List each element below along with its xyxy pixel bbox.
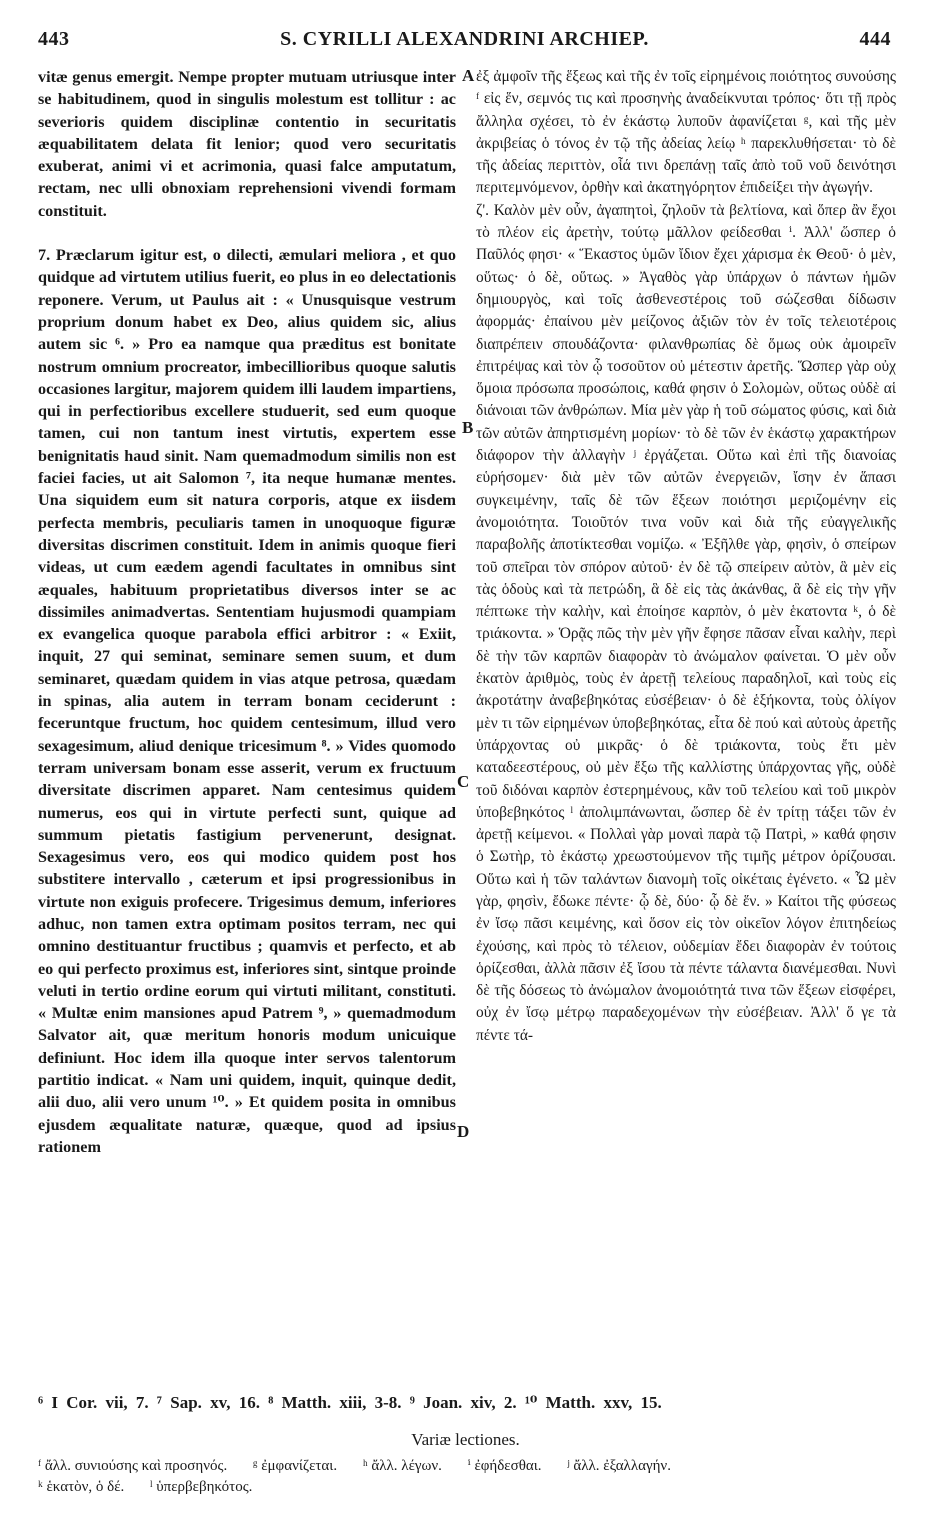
variant-reading: ᶠ ἄλλ. συνιούσης καὶ προσηνός. [38,1458,228,1474]
variant-reading: ⁱ ἐφήδεσθαι. [467,1458,542,1474]
page-header [38,28,891,58]
latin-column [38,66,456,1158]
margin-marker-a: A [462,66,475,85]
variant-reading: ᵍ ἐμφανίζεται. [252,1458,338,1474]
greek-paragraph-2: ζ'. Καλὸν μὲν οὖν, ἀγαπητοὶ, ζηλοῦν τὰ βελτίονα, καὶ ὅπερ ἂν ἔχοι τὸ πλέον εἰς ἀρετὴν, τούτῳ μᾶλλον φείδεσθαι ⁱ. Ἀλλ' ὥσπερ ὁ Παῦλός φησι· « Ἕκαστος ὑμῶν ἴδιον ἔχει χάρισμα ἐκ Θεοῦ· ὁ μὲν, οὕτως· ὁ δὲ, οὕτως. » Ἀγαθὸς γὰρ ὑπάρχων ὁ πάντων ἡμῶν δημιουργὸς, καὶ τοῖς ἀσθενεστέροις τοῦ σώζεσθαι δίδωσιν ἀφορμάς· ἐπαίνου μὲν μείζονος ἀξιῶν τὸν ἐν τοῖς τελειοτέροις διαπρέπειν σπουδάζοντα· φιλανθρωπίας δὲ ὅμως οὐκ ἀμοιρεῖν ἐπιτρέψας καὶ τὸν ᾧ τοσοῦτον οὐ μέτεστιν ἀρετῆς. Ὥσπερ γὰρ οὐχ ὅμοια πρόσωπα προσώποις, καθά φησιν ὁ Σολομὼν, οὕτως οὐδὲ αἱ διάνοιαι τῶν ἀνθρώπων. Μία μὲν γὰρ ἡ τοῦ σώματος φύσις, καὶ διὰ τῶν αὐτῶν ἀπηρτισμένη μορίων· τὸ δὲ τῶν ἐν ἑκάστῳ χαρακτήρων διάφορον τὴν ἀλλαγὴν ʲ ἐργάζεται. Οὕτω καὶ ἐπὶ τῆς διανοίας εὑρήσομεν· διὰ μὲν τῶν αὐτῶν ἐνεργειῶν, ἴσην ἐν ἅπασι συγκειμένην, ταῖς δὲ τῶν ἕξεων ποιότησι μεριζομένην εἰς ἀνομοιότητα. Τοιοῦτόν τινα νοῦν καὶ διὰ τῆς εὐαγγελικῆς παραβολῆς ἀποτίκτεσθαι νομίζω. « Ἐξῆλθε γὰρ, φησὶν, ὁ σπείρων τοῦ σπεῖραι τὸν σπόρον αὐτοῦ· ἐν δὲ τῷ σπείρειν αὐτὸν, ἃ μὲν εἰς τὰς ὁδοὺς καὶ τὰ πετρώδη, ἃ δὲ εἰς τὰς ἀκάνθας, ἃ δὲ εἰς τὴν γῆν πέπτωκε τὴν καλὴν, καὶ ἐποίησε καρπὸν, ὁ μὲν ἑκατοντα ᵏ, ὁ δὲ τριάκοντα. » Ὁρᾷς πῶς τὴν μὲν γῆν ἔφησε πᾶσαν εἶναι καλὴν, περὶ δὲ τὴν τῶν καρπῶν διαφορὰν τὸ ἀνώμαλον φαίνεται. Ὁ μὲν οὖν ἑκατὸν ἀριθμὸς, τοὺς ἐν ἀρετῇ τελείους παραδηλοῖ, καὶ τοὺς εἰς ἀκροτάτην ἀναβεβηκότας εὐσέβειαν· ὁ δὲ ἑξήκοντα, τοὺς ὀλίγον μὲν τι τῶν εἰρημένων ὑποβεβηκότας, εἶτα δὲ πού καὶ αὐτοὺς ἀρετῆς ὑπάρχοντας οὐ μικρᾶς· ὁ δὲ τριάκοντα, τοὺς ἔτι μὲν καταδεεστέρους, οὐ μὲν ἔξω τῆς καλλίστης ὑπάρχοντας γῆς, οὐδὲ τοῦ διδόναι καρπὸν ἐστερημένους, κἂν τοῦ τελείου καὶ τοῦ μικρὸν ὑποβεβηκότος ˡ ἀπολιμπάνωνται, ὥσπερ δὲ ἐν τρίτῃ τάξει τῶν ἐν ἀρετῇ κείμενοι. « Πολλαὶ γὰρ μοναὶ παρὰ τῷ Πατρὶ, » καθά φησιν ὁ Σωτὴρ, τὸ ἑκάστῳ χρεωστούμενον τῆς τιμῆς μέτρον ὁρίζουσαι. Οὕτω καὶ ἡ τῶν ταλάντων διανομὴ τοῖς οἰκέταις ἐγένετο. « Ὧ μὲν γὰρ, φησὶν, ἔδωκε πέντε· ᾧ δὲ, δύο· ᾧ δὲ ἕν. » Καίτοι τῆς φύσεως ἐν ἴσῳ πᾶσι κειμένης, καὶ ὅσον εἰς τὸν οἰκεῖον λόγον ἐπιτηδείως ἐχούσης, καὶ πρὸς τὸ τέλειον, οὐδεμίαν ἔδει διαφορὰν ἐν τούτοις ὁρίζεσθαι, ἀλλὰ πᾶσιν ἐξ ἴσου τὰ πέντε τάλαντα διανέμεσθαι. Νυνὶ δὲ τῆς δόσεως τὸ ἀνώμαλον ἀνομοιότητά τινα τῶν ἕξεων εἰσφέρει, οὐχ ἐν ἴσῳ μέτρῳ παραδεχομένων τὴν εὐσέβειαν. Ἀλλ' ὅ γε τὰ πέντε τά- [476,201,896,1044]
variae-lectiones-heading: Variæ lectiones. [411,1430,520,1449]
margin-marker-d: D [457,1122,470,1141]
latin-paragraph-1: vitæ genus emergit. Nempe propter mutuam utriusque inter se habitudinem, quod in singulis molestum est tollitur : ac severioris quidem disciplinæ contentio in securitatis æquabilitatem delata fit lenior; quod vero securitatis exuberat, animi vi et acrimonia, quasi falce amputatum, rectam, nec ulli obnoxiam reprehensioni vivendi formam constituit. [38,68,456,220]
variant-reading: ʲ ἄλλ. ἐξαλλαγήν. [567,1458,671,1474]
page-number-right: 444 [859,28,891,50]
variant-reading: ʰ ἄλλ. λέγων. [362,1458,442,1474]
variant-reading: ᵏ ἑκατὸν, ὁ δέ. [38,1479,125,1495]
page-number-left: 443 [38,28,70,50]
margin-marker-b: B [462,418,474,437]
running-title: S. CYRILLI ALEXANDRINI ARCHIEP. [280,28,649,50]
variae-lectiones-list [38,1456,891,1498]
greek-column [476,66,896,1047]
greek-paragraph-1: ἐξ ἀμφοῖν τῆς ἕξεως καὶ τῆς ἐν τοῖς εἰρημένοις ποιότητος συνούσης ᶠ εἰς ἕν, σεμνός τις καὶ προσηνὴς ἀναδείκνυται τρόπος· ὅτι τῇ πρὸς ἄλληλα σχέσει, τὸ ἐν ἑκάστῳ λυποῦν ἀφανίζεται ᵍ, καὶ τῆς μὲν ἀκριβείας ὁ τόνος ἐν τῷ τῆς ἀδείας λείῳ ʰ παρεκλυθήσεται· τὸ δὲ τῆς ἀδείας περιττὸν, οἷά τινι δρεπάνῃ ταῖς ἀπὸ τοῦ νοῦ δεινότησι περιτεμνόμενον, ὀρθὴν καὶ ἀκατηγόρητον ἐπιδείξει τὴν ἀγωγήν. [476,68,896,197]
margin-marker-c: C [457,772,470,791]
footnotes: ⁶ I Cor. vii, 7. ⁷ Sap. xv, 16. ⁸ Matth. xiii, 3-8. ⁹ Joan. xiv, 2. ¹⁰ Matth. xxv, 15. [38,1393,662,1412]
variant-reading: ˡ ὑπερβεβηκότος. [150,1479,253,1495]
latin-paragraph-2: 7. Præclarum igitur est, o dilecti, æmulari meliora , et quo quidque ad virtutem utilius fuerit, eo plus in eo delectationis reponere. Verum, ut Paulus ait : « Unusquisque vestrum proprium donum habet ex Deo, alius quidem sic, alius autem sic ⁶. » Pro ea namque qua præditus est bonitate nostrum omnium procreator, imbecillioribus quoque salutis occasiones largitur, majorem quidem illi laudem impartiens, qui in perfectioribus excellere studuerit, sed eum quoque tamen, cui non tantum inest virtutis, expertem esse benignitatis haud sinit. Nam quemadmodum similis non est faciei facies, ut ait Salomon ⁷, ita neque humanæ mentes. Una siquidem eum sit natura corporis, atque ex iisdem perfecta membris, peculiaris tamen in unoquoque figuræ diversitas discrimen constituit. Idem in animis quoque fieri videas, ut cum eædem agendi facultates in omnibus sint æquales, habituum proprietatibus diversos inter se ac dissimiles animadvertas. Sententiam hujusmodi quampiam ex evangelica quoque parabola effici arbitror : « Exiit, inquit, 27 qui seminat, seminare semen suum, et dum seminaret, quædam quidem in vias atque petrosa, quædam in spinas, alia autem in terram bonam ceciderunt : feceruntque fructum, hoc quidem centesimum, illud vero sexagesimum, aliud denique tricesimum ⁸. » Vides quomodo terram universam bonam esse asserit, verum ex fructuum diversitate discrimen apparet. Nam centesimus quidem numerus, eos qui in virtute perfecti sunt, quique ad summum pietatis fastigium pervenerunt, designat. Sexagesimus vero, eos qui modico quidem post hos substitere intervallo , cæterum et ipsi progressionibus in virtute non exiguis profecere. Trigesimus demum, inferiores adhuc, non tamen extra optimam positos terram, nec qui omnino destituantur fructibus ; quamvis et perfecto, et ab eo qui perfecto proximus est, inferiores sint, sintque proinde veluti in tertio ordine eorum qui virtuti militant, constituti. « Multæ enim mansiones apud Patrem ⁹, » quemadmodum Salvator ait, quæ meritum honoris modum unicuique definiunt. Hoc idem illa quoque inter servos talentorum partitio indicat. « Nam uni quidem, inquit, quinque dedit, alii duo, alii vero unum ¹⁰. » Et quidem posita in omnibus ejusdem æqualitate naturæ, quæque, quod ad ipsius rationem [38,246,456,1156]
